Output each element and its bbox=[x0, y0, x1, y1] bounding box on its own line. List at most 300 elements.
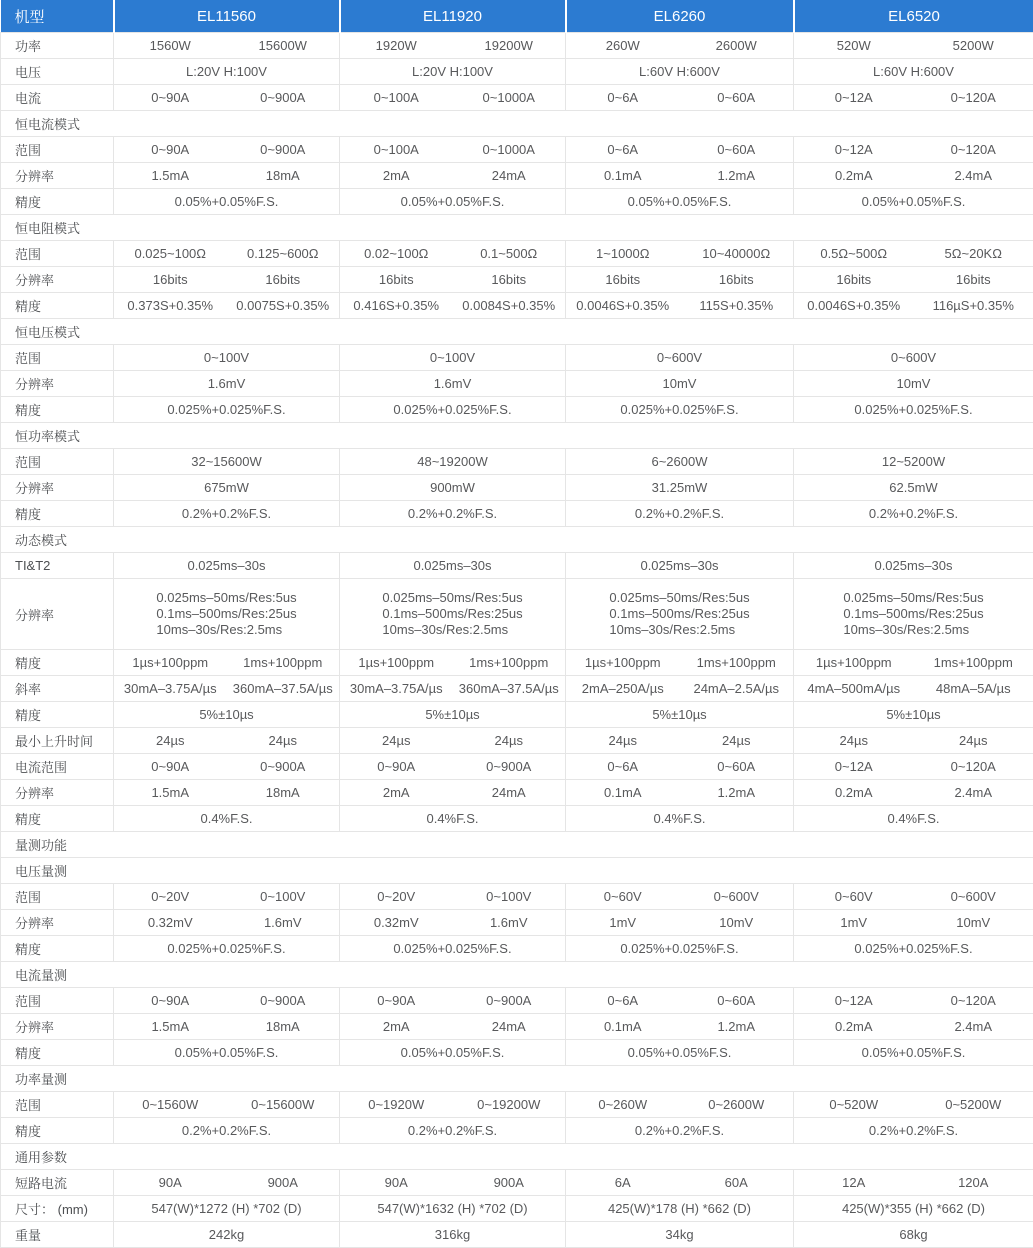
spec-value: 1ms+100ppm bbox=[914, 655, 1033, 670]
spec-row bbox=[1, 59, 1033, 85]
spec-value-cell bbox=[340, 676, 566, 702]
spec-value: 0.0075S+0.35% bbox=[227, 298, 340, 313]
spec-row bbox=[1, 189, 1033, 215]
spec-value-cell bbox=[566, 1196, 794, 1222]
spec-row bbox=[1, 137, 1033, 163]
spec-value-cell bbox=[340, 1170, 566, 1196]
spec-value-cell bbox=[114, 676, 340, 702]
spec-value-cell bbox=[340, 780, 566, 806]
spec-value: 0.4%F.S. bbox=[426, 811, 478, 826]
spec-value: 16bits bbox=[914, 272, 1033, 287]
spec-value: 0.2%+0.2%F.S. bbox=[869, 1123, 958, 1138]
spec-row bbox=[1, 936, 1033, 962]
section-row bbox=[1, 1144, 1033, 1170]
spec-value: 16bits bbox=[114, 272, 227, 287]
row-label: 斜率 bbox=[1, 676, 114, 702]
spec-value-cell bbox=[340, 1092, 566, 1118]
row-label: 精度 bbox=[1, 650, 114, 676]
spec-value: 0~900A bbox=[227, 759, 340, 774]
spec-value: 0~600V bbox=[680, 889, 794, 904]
spec-value-cell bbox=[340, 1118, 566, 1144]
row-label: 分辨率 bbox=[1, 579, 114, 650]
spec-value-cell bbox=[340, 501, 566, 527]
spec-value: 24µs bbox=[566, 733, 680, 748]
spec-value: 34kg bbox=[665, 1227, 693, 1242]
spec-value: 0.1mA bbox=[566, 168, 680, 183]
section-row bbox=[1, 423, 1033, 449]
spec-value: 2.4mA bbox=[914, 785, 1033, 800]
spec-row bbox=[1, 1170, 1033, 1196]
spec-value-cell bbox=[114, 345, 340, 371]
spec-value-cell bbox=[114, 650, 340, 676]
spec-value-cell bbox=[566, 241, 794, 267]
spec-value-cell bbox=[566, 397, 794, 423]
spec-value-cell bbox=[794, 449, 1033, 475]
spec-value: 0.025%+0.025%F.S. bbox=[854, 941, 972, 956]
spec-value: 360mA–37.5A/µs bbox=[227, 681, 340, 696]
spec-value-cell bbox=[566, 988, 794, 1014]
spec-value: 18mA bbox=[227, 1019, 340, 1034]
header-model-el11920: EL11920 bbox=[340, 0, 566, 33]
spec-value-cell bbox=[114, 910, 340, 936]
spec-value: 0.05%+0.05%F.S. bbox=[862, 194, 966, 209]
spec-value: 0~900A bbox=[453, 759, 566, 774]
spec-value-cell bbox=[794, 553, 1033, 579]
spec-value-cell bbox=[114, 754, 340, 780]
spec-value: 0.025%+0.025%F.S. bbox=[393, 941, 511, 956]
spec-value-cell bbox=[114, 163, 340, 189]
spec-value: 0.373S+0.35% bbox=[114, 298, 227, 313]
spec-value: 0.1~500Ω bbox=[453, 246, 566, 261]
spec-value: 5%±10µs bbox=[425, 707, 479, 722]
spec-value: 2.4mA bbox=[914, 1019, 1033, 1034]
spec-value: 1.6mV bbox=[208, 376, 246, 391]
spec-value: 32~15600W bbox=[191, 454, 261, 469]
spec-value: 0.2%+0.2%F.S. bbox=[182, 506, 271, 521]
spec-value-cell bbox=[794, 85, 1033, 111]
spec-value-cell bbox=[340, 345, 566, 371]
spec-value: 5%±10µs bbox=[886, 707, 940, 722]
spec-value: 24mA bbox=[453, 168, 566, 183]
section-row bbox=[1, 319, 1033, 345]
spec-value: 16bits bbox=[227, 272, 340, 287]
spec-value: 425(W)*355 (H) *662 (D) bbox=[842, 1201, 985, 1216]
spec-value-cell bbox=[114, 59, 340, 85]
spec-value: 0~100V bbox=[204, 350, 249, 365]
section-row bbox=[1, 527, 1033, 553]
spec-value-cell bbox=[340, 137, 566, 163]
spec-value-cell bbox=[794, 1196, 1033, 1222]
spec-row bbox=[1, 1040, 1033, 1066]
spec-value: 6~2600W bbox=[651, 454, 707, 469]
spec-value: 0.05%+0.05%F.S. bbox=[175, 1045, 279, 1060]
spec-value: 0~12A bbox=[794, 142, 914, 157]
spec-value: 16bits bbox=[453, 272, 566, 287]
spec-value: 1.2mA bbox=[680, 785, 794, 800]
spec-value-cell bbox=[340, 988, 566, 1014]
spec-value: 0~60A bbox=[680, 993, 794, 1008]
header-model-label: 机型 bbox=[1, 0, 114, 33]
spec-value: 0.0084S+0.35% bbox=[453, 298, 566, 313]
spec-value: 0~12A bbox=[794, 90, 914, 105]
spec-value: 68kg bbox=[899, 1227, 927, 1242]
spec-value: 4mA–500mA/µs bbox=[794, 681, 914, 696]
spec-row bbox=[1, 501, 1033, 527]
spec-value: 0~600V bbox=[914, 889, 1033, 904]
spec-value: 90A bbox=[340, 1175, 453, 1190]
header-row bbox=[1, 0, 1033, 33]
spec-value: 24µs bbox=[340, 733, 453, 748]
spec-value: L:60V H:600V bbox=[639, 64, 720, 79]
spec-value: 30mA–3.75A/µs bbox=[114, 681, 227, 696]
spec-value-cell bbox=[340, 884, 566, 910]
spec-value: 0~600V bbox=[891, 350, 936, 365]
section-title: 电流量测 bbox=[1, 962, 1033, 988]
section-row bbox=[1, 858, 1033, 884]
spec-value-cell bbox=[794, 806, 1033, 832]
spec-value-cell bbox=[340, 553, 566, 579]
spec-value: 0.0046S+0.35% bbox=[794, 298, 914, 313]
spec-value: 0~100V bbox=[227, 889, 340, 904]
spec-value: 116µS+0.35% bbox=[914, 298, 1033, 313]
spec-value: 0~90A bbox=[340, 759, 453, 774]
spec-value: 16bits bbox=[794, 272, 914, 287]
spec-value: 0.32mV bbox=[340, 915, 453, 930]
spec-value: 0~100V bbox=[453, 889, 566, 904]
spec-row bbox=[1, 910, 1033, 936]
row-label: 范围 bbox=[1, 1092, 114, 1118]
spec-value: 0~6A bbox=[566, 759, 680, 774]
spec-value: 5%±10µs bbox=[199, 707, 253, 722]
spec-value: 0.02~100Ω bbox=[340, 246, 453, 261]
spec-value: 0~90A bbox=[114, 759, 227, 774]
spec-value-cell bbox=[794, 345, 1033, 371]
spec-value: 0.2mA bbox=[794, 168, 914, 183]
spec-value: 0.5Ω~500Ω bbox=[794, 246, 914, 261]
spec-value: 0~12A bbox=[794, 759, 914, 774]
spec-value: 0.025%+0.025%F.S. bbox=[393, 402, 511, 417]
row-label: 范围 bbox=[1, 241, 114, 267]
spec-value: 2.4mA bbox=[914, 168, 1033, 183]
spec-value-cell bbox=[114, 1040, 340, 1066]
header-model-el6520: EL6520 bbox=[794, 0, 1033, 33]
spec-row bbox=[1, 988, 1033, 1014]
spec-value: 5200W bbox=[914, 38, 1033, 53]
spec-value: 0.2%+0.2%F.S. bbox=[182, 1123, 271, 1138]
spec-value: 15600W bbox=[227, 38, 340, 53]
section-row bbox=[1, 215, 1033, 241]
spec-value-cell bbox=[114, 579, 340, 650]
spec-value: 0~60A bbox=[680, 142, 794, 157]
spec-value-cell bbox=[114, 988, 340, 1014]
spec-row bbox=[1, 553, 1033, 579]
spec-value-cell bbox=[340, 371, 566, 397]
spec-value: 0~260W bbox=[566, 1097, 680, 1112]
spec-value-cell bbox=[566, 449, 794, 475]
section-row bbox=[1, 832, 1033, 858]
spec-value: 10~40000Ω bbox=[680, 246, 794, 261]
row-label: 最小上升时间 bbox=[1, 728, 114, 754]
spec-row bbox=[1, 579, 1033, 650]
row-label: 分辨率 bbox=[1, 475, 114, 501]
row-label: 精度 bbox=[1, 397, 114, 423]
spec-value: 0.2%+0.2%F.S. bbox=[408, 506, 497, 521]
spec-value: 0~20V bbox=[114, 889, 227, 904]
spec-value: 0~120A bbox=[914, 993, 1033, 1008]
spec-value: L:20V H:100V bbox=[186, 64, 267, 79]
spec-value: 0~6A bbox=[566, 993, 680, 1008]
spec-value-cell bbox=[794, 728, 1033, 754]
spec-value: 0.05%+0.05%F.S. bbox=[401, 1045, 505, 1060]
spec-value: 0~120A bbox=[914, 142, 1033, 157]
spec-value-cell bbox=[794, 397, 1033, 423]
spec-value-cell bbox=[566, 1170, 794, 1196]
section-title: 功率量测 bbox=[1, 1066, 1033, 1092]
spec-value-cell bbox=[794, 780, 1033, 806]
spec-value: 1.5mA bbox=[114, 785, 227, 800]
row-label: 重量 bbox=[1, 1222, 114, 1248]
spec-value: 0~60V bbox=[794, 889, 914, 904]
spec-value-cell bbox=[794, 267, 1033, 293]
spec-value: 1.6mV bbox=[453, 915, 566, 930]
spec-row bbox=[1, 650, 1033, 676]
spec-value-cell bbox=[566, 728, 794, 754]
row-label: 精度 bbox=[1, 189, 114, 215]
spec-value: 0~1920W bbox=[340, 1097, 453, 1112]
spec-value-cell bbox=[794, 936, 1033, 962]
spec-row bbox=[1, 806, 1033, 832]
spec-value: 0~600V bbox=[657, 350, 702, 365]
spec-value-cell bbox=[114, 475, 340, 501]
spec-value: 24µs bbox=[794, 733, 914, 748]
spec-value: 2600W bbox=[680, 38, 794, 53]
spec-value: 1ms+100ppm bbox=[227, 655, 340, 670]
spec-value-cell bbox=[794, 241, 1033, 267]
row-label: 精度 bbox=[1, 1040, 114, 1066]
spec-value-cell bbox=[114, 85, 340, 111]
spec-value: 60A bbox=[680, 1175, 794, 1190]
spec-value: 900A bbox=[453, 1175, 566, 1190]
spec-value: 0~12A bbox=[794, 993, 914, 1008]
spec-value-cell bbox=[114, 1014, 340, 1040]
row-label: 分辨率 bbox=[1, 910, 114, 936]
spec-value-cell bbox=[566, 1014, 794, 1040]
spec-value: 0.025ms–30s bbox=[413, 558, 491, 573]
spec-value-cell bbox=[566, 1092, 794, 1118]
spec-value: 24mA–2.5A/µs bbox=[680, 681, 794, 696]
spec-value-cell bbox=[566, 189, 794, 215]
spec-multiline-value: 0.025ms–50ms/Res:5us 0.1ms–500ms/Res:25us 10ms–30s/Res:2.5ms bbox=[609, 590, 749, 638]
spec-value: 0.05%+0.05%F.S. bbox=[628, 1045, 732, 1060]
section-title: 恒功率模式 bbox=[1, 423, 1033, 449]
spec-value: 242kg bbox=[209, 1227, 244, 1242]
spec-value: 900mW bbox=[430, 480, 475, 495]
spec-value-cell bbox=[566, 475, 794, 501]
spec-value-cell bbox=[114, 1196, 340, 1222]
spec-value-cell bbox=[340, 475, 566, 501]
spec-value: 48~19200W bbox=[417, 454, 487, 469]
spec-value-cell bbox=[114, 1222, 340, 1248]
spec-value: 0~90A bbox=[340, 993, 453, 1008]
spec-value-cell bbox=[794, 1014, 1033, 1040]
spec-value-cell bbox=[794, 650, 1033, 676]
spec-value: 90A bbox=[114, 1175, 227, 1190]
spec-value: 0.125~600Ω bbox=[227, 246, 340, 261]
spec-value: 0~100A bbox=[340, 142, 453, 157]
spec-row bbox=[1, 475, 1033, 501]
section-title: 恒电阻模式 bbox=[1, 215, 1033, 241]
spec-value-cell bbox=[340, 59, 566, 85]
spec-value: 30mA–3.75A/µs bbox=[340, 681, 453, 696]
spec-row bbox=[1, 345, 1033, 371]
spec-value: 31.25mW bbox=[652, 480, 708, 495]
spec-value-cell bbox=[566, 754, 794, 780]
spec-value-cell bbox=[566, 676, 794, 702]
spec-value-cell bbox=[566, 59, 794, 85]
row-label: 功率 bbox=[1, 33, 114, 59]
spec-value-cell bbox=[114, 884, 340, 910]
spec-value: 1~1000Ω bbox=[566, 246, 680, 261]
spec-value: 10mV bbox=[897, 376, 931, 391]
spec-row bbox=[1, 1092, 1033, 1118]
spec-value: 520W bbox=[794, 38, 914, 53]
spec-value-cell bbox=[340, 702, 566, 728]
spec-value: 0~900A bbox=[227, 993, 340, 1008]
spec-value-cell bbox=[794, 754, 1033, 780]
spec-row bbox=[1, 676, 1033, 702]
section-title: 恒电压模式 bbox=[1, 319, 1033, 345]
spec-value: 2mA–250A/µs bbox=[566, 681, 680, 696]
spec-value: 1ms+100ppm bbox=[453, 655, 566, 670]
spec-value-cell bbox=[566, 553, 794, 579]
spec-value: 0.4%F.S. bbox=[887, 811, 939, 826]
spec-row bbox=[1, 702, 1033, 728]
row-label: 电流 bbox=[1, 85, 114, 111]
spec-value: 10mV bbox=[680, 915, 794, 930]
spec-value: 5Ω~20KΩ bbox=[914, 246, 1033, 261]
row-label: 分辨率 bbox=[1, 780, 114, 806]
row-label: 范围 bbox=[1, 345, 114, 371]
spec-value-cell bbox=[114, 189, 340, 215]
spec-value-cell bbox=[340, 241, 566, 267]
spec-value: 24mA bbox=[453, 1019, 566, 1034]
header-model-el6260: EL6260 bbox=[566, 0, 794, 33]
spec-value-cell bbox=[794, 1222, 1033, 1248]
spec-value: 0.05%+0.05%F.S. bbox=[401, 194, 505, 209]
row-label: 精度 bbox=[1, 702, 114, 728]
spec-value: L:20V H:100V bbox=[412, 64, 493, 79]
spec-value: 0.1mA bbox=[566, 1019, 680, 1034]
spec-value: 24µs bbox=[453, 733, 566, 748]
spec-value-cell bbox=[794, 371, 1033, 397]
spec-row bbox=[1, 163, 1033, 189]
spec-value: 2mA bbox=[340, 1019, 453, 1034]
row-label: 范围 bbox=[1, 137, 114, 163]
spec-value-cell bbox=[794, 579, 1033, 650]
spec-value-cell bbox=[114, 936, 340, 962]
spec-value: 18mA bbox=[227, 785, 340, 800]
spec-row bbox=[1, 1014, 1033, 1040]
row-label: 范围 bbox=[1, 884, 114, 910]
spec-value: 360mA–37.5A/µs bbox=[453, 681, 566, 696]
spec-value: 0~1560W bbox=[114, 1097, 227, 1112]
spec-value-cell bbox=[114, 293, 340, 319]
spec-value-cell bbox=[340, 189, 566, 215]
spec-value: 0~5200W bbox=[914, 1097, 1033, 1112]
spec-value-cell bbox=[794, 137, 1033, 163]
spec-value: 1µs+100ppm bbox=[566, 655, 680, 670]
spec-value-cell bbox=[566, 345, 794, 371]
section-title: 量测功能 bbox=[1, 832, 1033, 858]
spec-value: 0~1000A bbox=[453, 142, 566, 157]
spec-value: 10mV bbox=[663, 376, 697, 391]
row-label: 精度 bbox=[1, 936, 114, 962]
spec-value-cell bbox=[114, 1170, 340, 1196]
spec-value: 1.5mA bbox=[114, 168, 227, 183]
spec-value-cell bbox=[566, 910, 794, 936]
row-label: 精度 bbox=[1, 293, 114, 319]
spec-value: 0~6A bbox=[566, 142, 680, 157]
spec-value-cell bbox=[566, 267, 794, 293]
spec-value-cell bbox=[566, 163, 794, 189]
spec-row bbox=[1, 371, 1033, 397]
spec-value: 0~2600W bbox=[680, 1097, 794, 1112]
spec-value-cell bbox=[114, 267, 340, 293]
spec-value-cell bbox=[794, 475, 1033, 501]
spec-value-cell bbox=[794, 293, 1033, 319]
spec-value-cell bbox=[340, 267, 566, 293]
spec-value: 48mA–5A/µs bbox=[914, 681, 1033, 696]
spec-value-cell bbox=[340, 163, 566, 189]
spec-value: 0~900A bbox=[227, 142, 340, 157]
spec-value: 0~60A bbox=[680, 90, 794, 105]
spec-value-cell bbox=[340, 728, 566, 754]
row-label: 范围 bbox=[1, 449, 114, 475]
spec-value: 547(W)*1632 (H) *702 (D) bbox=[377, 1201, 527, 1216]
spec-value: 0.32mV bbox=[114, 915, 227, 930]
spec-value-cell bbox=[114, 1092, 340, 1118]
spec-value-cell bbox=[566, 650, 794, 676]
spec-value: 10mV bbox=[914, 915, 1033, 930]
spec-value-cell bbox=[340, 910, 566, 936]
spec-value: 2mA bbox=[340, 168, 453, 183]
spec-value: 1920W bbox=[340, 38, 453, 53]
spec-value: 18mA bbox=[227, 168, 340, 183]
spec-multiline-value: 0.025ms–50ms/Res:5us 0.1ms–500ms/Res:25us 10ms–30s/Res:2.5ms bbox=[382, 590, 522, 638]
spec-value: 1.6mV bbox=[434, 376, 472, 391]
spec-value: 0~100A bbox=[340, 90, 453, 105]
row-label: 电压 bbox=[1, 59, 114, 85]
spec-value: 1560W bbox=[114, 38, 227, 53]
spec-value: 1.5mA bbox=[114, 1019, 227, 1034]
spec-value-cell bbox=[566, 501, 794, 527]
spec-value: 5%±10µs bbox=[652, 707, 706, 722]
spec-value-cell bbox=[794, 702, 1033, 728]
spec-value: 0~120A bbox=[914, 759, 1033, 774]
spec-value: 24µs bbox=[227, 733, 340, 748]
section-title: 恒电流模式 bbox=[1, 111, 1033, 137]
row-label: 分辨率 bbox=[1, 267, 114, 293]
spec-value-cell bbox=[114, 553, 340, 579]
row-label: 范围 bbox=[1, 988, 114, 1014]
spec-value-cell bbox=[566, 1222, 794, 1248]
spec-value-cell bbox=[566, 371, 794, 397]
spec-value: 1µs+100ppm bbox=[114, 655, 227, 670]
spec-value: 0.025ms–30s bbox=[640, 558, 718, 573]
spec-value-cell bbox=[794, 33, 1033, 59]
spec-value: 0~20V bbox=[340, 889, 453, 904]
spec-value: 1.2mA bbox=[680, 1019, 794, 1034]
